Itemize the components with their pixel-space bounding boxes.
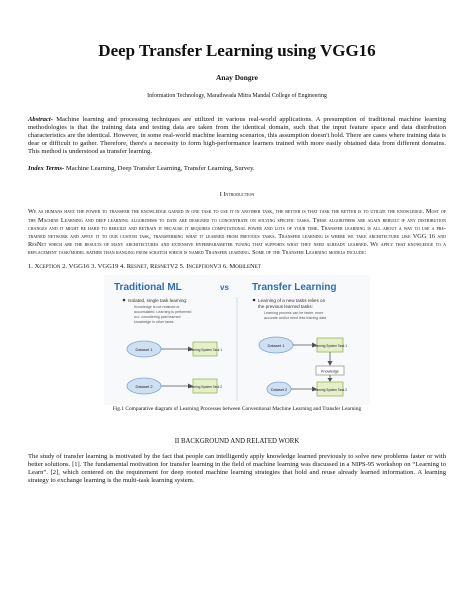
index-terms-text: Machine Learning, Deep Transfer Learning, Transfer Learning, Survey. [64, 164, 255, 172]
right-sub-2: accurate and/or need less training data [264, 316, 327, 320]
index-terms-label: Index Terms- [28, 164, 65, 172]
right-sub-1: Learning process can be faster, more [264, 311, 324, 315]
dataset-1-label-right: Dataset 1 [267, 343, 285, 348]
dataset-2-label-left: Dataset 2 [135, 384, 153, 389]
left-sub-2: accumulated. Learning is performed [134, 310, 192, 314]
left-sub-1: Knowledge is not retained or [134, 305, 180, 309]
task-1-label-left: Learning System Task 1 [188, 348, 222, 352]
bullet-icon [253, 299, 256, 302]
section-1-text: We as humans have the power to transfer the knowledge gained in one task to use it in another task, the better is that task the better is to utilize the knowledge. Most of the Machine Learning and deep learning algorithms to date are designed to concentrate on solving specific tasks. These algorithms are again rebuilt if any distribution changes and it might be hard to rebuild and retrain it because it requires computational power and lots of your time. Transfer learning is all about a way to use a pre-trained network and apply it to our custom task, transferring what it learned from previous tasks. Transfer learning is where we take architecture like VGG 16 and ResNet which are the results of many architectures and extensive hyperparameter tuning that supports what they need already learned. We apply that knowledge to a replacement task/model rather than ranging from scratch which is named Transfer learning. Some of the Transfer Learning models include: [28, 208, 446, 256]
right-bullet-1: Learning of a new tasks relies on [258, 298, 326, 303]
paper-title: Deep Transfer Learning using VGG16 [98, 41, 376, 60]
task-2-label-left: Learning System Task 2 [188, 385, 222, 389]
knowledge-label: Knowledge [321, 369, 339, 374]
task-2-label-right: Learning System Task 2 [313, 388, 347, 392]
abstract-label: Abstract- [28, 116, 53, 123]
index-terms [28, 165, 446, 173]
author-affiliation: Information Technology, Marathwada Mitra Mandal College of Engineering [147, 93, 327, 99]
models-list: 1. Xception 2. VGG16 3. VGG19 4. Resnet, ResnetV2 5. InceptionV3 6. MobileNet [28, 263, 261, 270]
abstract [28, 116, 446, 156]
left-sub-4: knowledge in other tasks [134, 320, 174, 324]
comparison-diagram [104, 275, 370, 405]
section-2-heading: II BACKGROUND AND RELATED WORK [174, 438, 300, 445]
author-name: Anay Dongre [216, 73, 258, 82]
dataset-1-label-left: Dataset 1 [135, 347, 153, 352]
left-sub-3: w.o. considering past learned [134, 315, 181, 319]
left-bullet-1: Isolated, single task learning: [128, 298, 188, 303]
bullet-icon [123, 299, 126, 302]
section-2-text: The study of transfer learning is motivated by the fact that people can intelligently apply knowledge learned previously to solve new problems faster or with better solutions. [1]. The fundamental motivation for transfer learning in the field of machine learning was discussed in a NIPS-95 workshop on “Learning to Learn”. [2], which centered on the requirement for deep rooted machine learning strategies that hold and reuse already learned information. A learning strategy to exchange learning is the multi-task learning system. [28, 453, 446, 484]
figure-caption: Fig.1 Comparative diagram of Learning Processes between Conventional Machine Learning and Transfer Learning [112, 406, 362, 412]
figure-1 [104, 275, 370, 405]
dataset-2-label-right: Dataset 2 [270, 388, 288, 392]
task-1-label-right: Learning System Task 1 [313, 344, 347, 348]
figure-left-title: Traditional ML [114, 282, 182, 293]
right-bullet-2: the previous learned tasks: [258, 304, 313, 309]
figure-vs: vs [220, 283, 229, 292]
section-1-heading: I Introduction [219, 191, 255, 199]
abstract-text: Machine learning and processing techniques are utilized in various real-world applications. A presumption of traditional machine learning methodologies is that the training data and testing data are taken from the identical domain, such that the input feature space and data distribution characteristics are the identical. However, in some real-world machine learning scenarios, this assumption doesn't hold. There are cases where training data is dear or difficult to gather. Therefore, there's a necessity to form high-performance learners trained with more easily obtained data from different domains. This method is understood as transfer learning. [28, 116, 446, 155]
figure-right-title: Transfer Learning [252, 282, 337, 293]
